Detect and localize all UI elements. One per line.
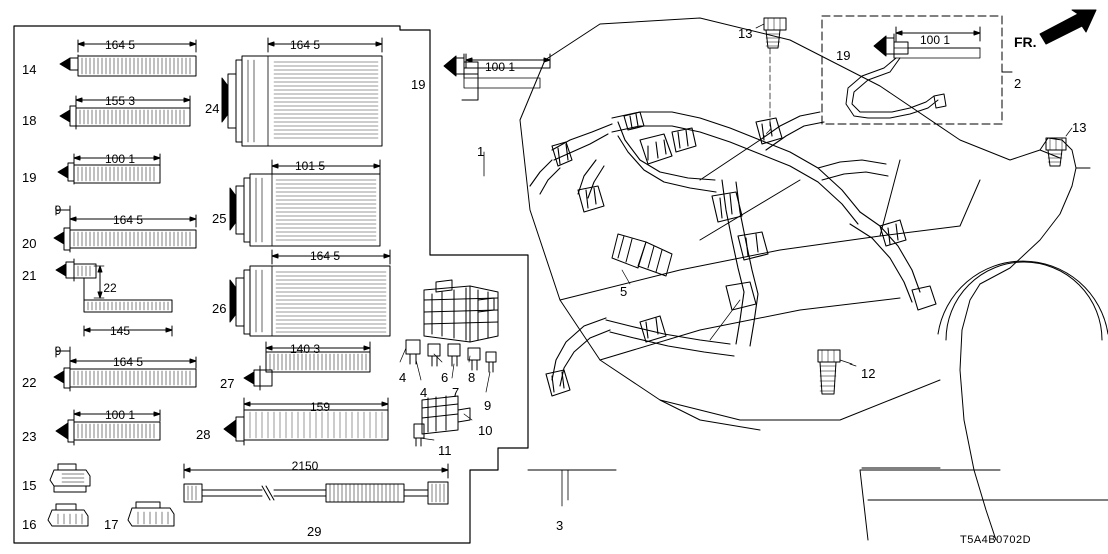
dimension-value: 159: [309, 400, 331, 414]
callout-6: 6: [441, 370, 449, 385]
dimension-value: 22: [103, 281, 117, 295]
callout-27: 27: [220, 376, 235, 391]
dimension-value: 164 5: [289, 38, 321, 52]
fuse-box-group: [400, 280, 498, 446]
callout-25: 25: [212, 211, 227, 226]
document-id: T5A4B0702D: [960, 534, 1032, 546]
part-24: [222, 38, 382, 146]
callout-11: 11: [438, 443, 452, 458]
dimension-value: 9: [54, 203, 62, 217]
part-12: [818, 350, 852, 394]
part-17: [128, 502, 174, 526]
main-harness: [530, 112, 936, 396]
callout-4: 4: [399, 370, 407, 385]
callout-19: 19: [411, 77, 426, 92]
callout-15: 15: [22, 478, 37, 493]
callout-18: 18: [22, 113, 37, 128]
dimension-value: 100 1: [104, 408, 136, 422]
dimension-value: 140 3: [289, 342, 321, 356]
dimension-value: 2150: [291, 459, 319, 473]
vehicle-outline: [520, 18, 1108, 540]
dimension-value: 9: [54, 344, 62, 358]
part-2-box: [822, 16, 1012, 124]
dimension-value: 155 3: [104, 94, 136, 108]
callout-26: 26: [212, 301, 227, 316]
fr-arrow: [1040, 10, 1096, 44]
dimension-value: 100 1: [484, 60, 516, 74]
dimension-value: 100 1: [104, 152, 136, 166]
part-16: [48, 504, 88, 526]
part-15: [50, 464, 90, 492]
callout-8: 8: [468, 370, 476, 385]
dimension-value: 100 1: [919, 33, 951, 47]
front-direction-label: FR.: [1014, 34, 1037, 50]
callout-12: 12: [861, 366, 876, 381]
part-13-right: [1046, 128, 1072, 166]
callout-10: 10: [478, 423, 493, 438]
callout-22: 22: [22, 375, 37, 390]
callout-21: 21: [22, 268, 37, 283]
dimension-value: 164 5: [112, 213, 144, 227]
dimension-value: 164 5: [104, 38, 136, 52]
callout-24: 24: [205, 101, 220, 116]
callout-4: 4: [420, 385, 428, 400]
dimension-value: 164 5: [112, 355, 144, 369]
callout-1: 1: [477, 144, 485, 159]
dimension-value: 101 5: [294, 159, 326, 173]
dimension-value: 145: [109, 324, 131, 338]
callout-17: 17: [104, 517, 119, 532]
dimension-value: 164 5: [309, 249, 341, 263]
callout-23: 23: [22, 429, 37, 444]
callout-13: 13: [1072, 120, 1087, 135]
callout-29: 29: [307, 524, 322, 539]
callout-19: 19: [836, 48, 851, 63]
callout-3: 3: [556, 518, 564, 533]
callout-14: 14: [22, 62, 37, 77]
part-22: [54, 347, 196, 391]
callout-13: 13: [738, 26, 753, 41]
callout-16: 16: [22, 517, 37, 532]
callout-9: 9: [484, 398, 492, 413]
callout-2: 2: [1014, 76, 1022, 91]
callout-28: 28: [196, 427, 211, 442]
part-28: [224, 398, 388, 445]
callout-19: 19: [22, 170, 37, 185]
callout-5: 5: [620, 284, 628, 299]
callout-7: 7: [452, 385, 460, 400]
part-5: [612, 234, 672, 284]
callout-20: 20: [22, 236, 37, 251]
